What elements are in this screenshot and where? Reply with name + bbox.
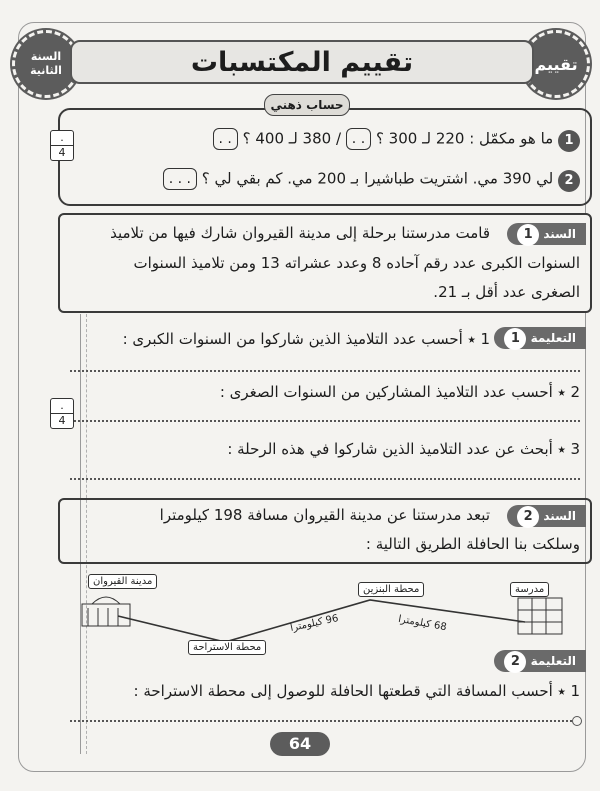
instruction-1-tag-label: التعليمة [530,331,576,345]
page-title-band [70,40,534,84]
instruction-2-tag-label: التعليمة [530,654,576,668]
distance-label-1: 68 كيلومترا [397,613,448,634]
source-2-badge: 2 [517,506,539,528]
source-2-tag [507,505,586,527]
node-city: مدينة القيروان [88,574,157,589]
answer-line[interactable] [70,720,580,722]
source-2-line-1: تبعد مدرستنا عن مدينة القيروان مسافة 198 كيلومترا [159,506,490,524]
source-1-line-3: الصغرى عدد أقل بـ 21. [433,283,580,301]
page-title: تقييم المكتسبات [190,46,414,78]
score-2-top: . [60,399,64,412]
instruction-1-badge: 1 [504,328,526,350]
q2-answer-box[interactable]: . . . [163,168,197,190]
score-box-1 [50,130,74,161]
answer-line[interactable] [70,478,580,480]
q1-answer-box-1[interactable]: . . [346,128,371,150]
answer-line[interactable] [70,420,580,422]
source-2-tag-label: السند [543,509,576,523]
school-building-icon [518,598,562,634]
distance-label-2: 96 كيلومترا [289,613,340,634]
source-1-tag-label: السند [543,227,576,241]
q1-answer-box-2[interactable]: . . [213,128,238,150]
mental-math-title: حساب ذهني [264,94,350,116]
node-school: مدرسة [510,582,549,597]
instruction-2-tag [494,650,586,672]
node-gas-station: محطة البنزين [358,582,424,597]
source-1-badge: 1 [517,224,539,246]
grade-line-1: السنة [30,50,62,63]
q1-text: ما هو مكمّل : 220 لـ 300 ؟ [375,129,554,148]
line-end-dot [572,716,582,726]
instruction-1-tag [494,327,586,349]
instruction-1-item-2: 2 ⭑ أحسب عدد التلاميذ المشاركين من السنوات الصغرى : [219,383,580,401]
score-1-top: . [60,131,64,144]
instruction-2-item-1: 1 ⭑ أحسب المسافة التي قطعتها الحافلة للوصول إلى محطة الاستراحة : [133,682,580,700]
node-rest-stop: محطة الاستراحة [188,640,266,655]
mental-q1 [213,128,580,152]
score-1-bottom: 4 [51,145,73,160]
city-building-icon [82,597,130,626]
q1-badge: 1 [558,130,580,152]
q2-badge: 2 [558,170,580,192]
instruction-1-item-3: 3 ⭑ أبحث عن عدد التلاميذ الذين شاركوا في هذه الرحلة : [227,440,580,458]
seal-label: تقييم [534,54,578,74]
source-2-line-2: وسلكت بنا الحافلة الطريق التالية : [365,535,580,553]
instruction-1-item-1: 1 ⭑ أحسب عدد التلاميذ الذين شاركوا من السنوات الكبرى : [122,330,490,348]
page-number: 64 [270,732,330,756]
grade-line-2: الثانية [30,64,62,77]
q2-text: لي 390 مي. اشتريت طباشيرا بـ 200 مي. كم بقي لي ؟ [201,169,554,188]
source-1-line-2: السنوات الكبرى عدد رقم آحاده 8 وعدد عشراته 13 ومن تلاميذ السنوات [133,254,580,272]
source-1-line-1: قامت مدرستنا برحلة إلى مدينة القيروان شارك فيها من تلاميذ [110,224,490,242]
source-1-tag [507,223,586,245]
score-2-bottom: 4 [51,413,73,428]
instruction-2-badge: 2 [504,651,526,673]
score-box-2 [50,398,74,429]
answer-line[interactable] [70,370,580,372]
mental-q2 [163,168,580,192]
q1-text-b: / 380 لـ 400 ؟ [242,129,342,148]
